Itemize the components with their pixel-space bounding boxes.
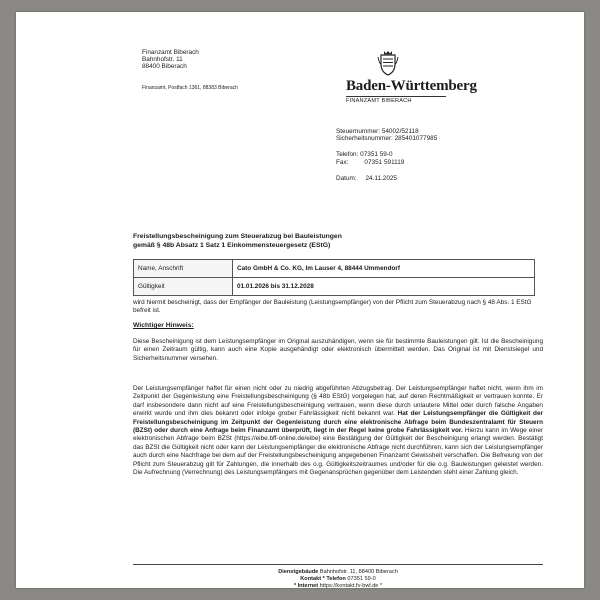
row-label-validity: Gültigkeit (134, 278, 233, 296)
certificate-table (133, 259, 535, 296)
office-name: FINANZAMT BIBERACH (346, 98, 412, 104)
notice-paragraph-2 (133, 385, 543, 477)
footer (133, 569, 543, 591)
brand-divider (346, 96, 446, 97)
paragraph-text: Der Leistungsempfänger haftet für einen nicht oder zu niedrig abgeführten Abzugsbetrag. Der Leistungsempfänger haftet nicht, wenn ihm im Zeitpunkt der Gegenleistung eine Freistellungsbescheinigung (§ 48b EStG) vorgelegen hat, auf deren Rechtmäßigkeit er vertrauen konnte. Er darf insbesondere dann nicht auf eine Freistellungsbescheinigung vertrauen, wenn diese durch unlautere Mittel oder durch falsche Angaben erwirkt wurde und ihm dies bekannt oder infolge grober Fahrlässigkeit nicht bekannt war. (133, 385, 543, 418)
footer-label: * Internet (293, 583, 319, 590)
state-coat-of-arms-icon (376, 50, 400, 76)
phone: Telefon: 07351 59-0 (336, 151, 393, 159)
footer-line-2 (133, 576, 543, 583)
footer-line-3 (133, 583, 543, 590)
sender-address (142, 49, 199, 71)
table-row (134, 278, 535, 296)
sender-line-3: 88400 Biberach (142, 63, 187, 71)
return-address: Finanzamt, Postfach 1361, 88383 Biberach (142, 85, 238, 91)
document-page (16, 12, 584, 588)
footer-label: Dienstgebäude (278, 569, 319, 575)
heading-line-1: Freistellungsbescheinigung zum Steuerabzug bei Bauleistungen (133, 233, 342, 240)
paragraph-bold-text: Hat der Leistungsempfänger die Gültigkeit der Freistellungsbescheinigung im Zeitpunkt der Gegenleistung durch eine elektronische Abfrage beim Bundeszentralamt für Steuern (BZSt) oder durch eine Anfrage beim Finanzamt überprüft, liegt in der Regel keine grobe Fahrlässigkeit vor. (133, 410, 543, 435)
reference-info (336, 128, 437, 182)
important-notice-title: Wichtiger Hinweis: (133, 322, 194, 329)
footer-text: 07351 59-0 (345, 576, 376, 583)
footer-line-1 (133, 569, 543, 576)
row-value-name: Cato GmbH & Co. KG, Im Lauser 4, 88444 Ummendorf (233, 260, 535, 278)
footer-label: Kontakt * Telefon (300, 576, 346, 583)
tax-number: Steuernummer: 54002/52118 (336, 128, 419, 135)
heading-line-2: gemäß § 48b Absatz 1 Satz 1 Einkommensteuergesetz (EStG) (133, 241, 331, 249)
date: Datum: 24.11.2025 (336, 174, 397, 182)
row-label-name: Name, Anschrift (134, 260, 233, 278)
security-number: Sicherheitsnummer: 285401077985 (336, 135, 438, 143)
intro-text: wird hiermit bescheinigt, dass der Empfänger der Bauleistung (Leistungsempfänger) von der Pflicht zum Steuerabzug nach § 48 Abs. 1 EStG befreit ist. (133, 299, 532, 315)
sender-line-1: Finanzamt Biberach (142, 49, 199, 56)
sender-line-2: Bahnhofstr. 11 (142, 56, 183, 64)
notice-paragraph-1: Diese Bescheinigung ist dem Leistungsempfänger im Original auszuhändigen, wenn sie für bestimmte Bauleistungen gilt. Ist die Bescheinigung für einen Zeitraum gültig, kann auch eine Kopie ausgehändigt oder elektronisch übermittelt werden. Das Original ist mit Dienstsiegel und Sicherheitsnummer versehen. (133, 338, 543, 362)
fax: Fax: 07351 591119 (336, 158, 405, 166)
footer-divider (133, 564, 543, 565)
row-value-validity: 01.01.2026 bis 31.12.2028 (233, 278, 535, 296)
footer-text: https://kontakt.fv-bwl.de * (318, 583, 383, 590)
document-heading (133, 233, 543, 250)
table-row (134, 260, 535, 278)
footer-text: Bahnhofstr. 11, 88400 Biberach (318, 569, 398, 575)
paragraph-text: Hierzu kann im Wege einer elektronischen Abfrage beim BZSt (https://eibe.bff-online.de/eibe) eine Bestätigung der Gültigkeit der Bescheinigung erlangt werden. Bestätigt das BZSt die Gültigkeit nicht oder kann der Leistungsempfänger die elektronische Abfrage nicht durchführen, kann sich der Leistungsempfänger auch durch eine Nachfrage bei dem auf der Freistellungsbescheinigung angegebenen Finanzamt Gewissheit verschaffen. Die Befreiung von der Pflicht zum Steuerabzug gilt für Zahlungen, die innerhalb des o.g. Gültigkeitszeitraumes und/oder für die o.g. Bauleistungen geleistet werden. Die Aufrechnung (Verrechnung) des Leistungsempfängers mit Gegenansprüchen gegenüber dem Leistenden steht einer Zahlung gleich. (133, 427, 543, 477)
brand-name: Baden-Württemberg (346, 78, 477, 94)
